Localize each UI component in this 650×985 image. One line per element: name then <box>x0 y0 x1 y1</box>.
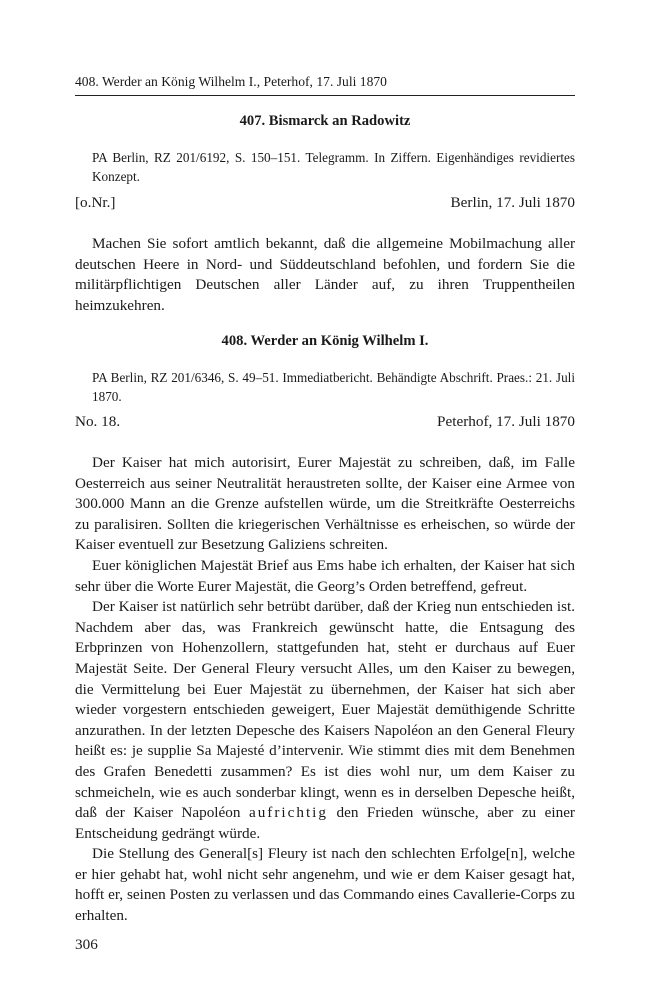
doc-408-place-date: Peterhof, 17. Juli 1870 <box>437 413 575 430</box>
doc-408-paragraph-1: Der Kaiser hat mich autorisirt, Eurer Majestät zu schreiben, daß, im Falle Oesterreich aus seiner Neutralität heraustreten sollte, der Kaiser eine Armee von 300.000 Mann an die Grenze aufstellen würde, um die Streitkräfte Oesterreichs zu paralisiren. Sollten die kriegerischen Verhältnisse es erheischen, so würde der Kaiser eventuell zur Besetzung Galiziens schreiten. <box>75 454 575 554</box>
doc-407-number: [o.Nr.] <box>75 194 116 211</box>
doc-407-paragraph: Machen Sie sofort amtlich bekannt, daß die allgemeine Mobilmachung aller deutschen Heere in Nord- und Süddeutschland befohlen, und fordern Sie die militärpflichtigen Deutschen aller Länder auf, zu ihren Truppentheilen heimzukehren. <box>75 235 575 314</box>
doc-408-title: 408. Werder an König Wilhelm I. <box>221 333 429 349</box>
doc-408-paragraph-4: Die Stellung des General[s] Fleury ist nach den schlechten Erfolge[n], welche er hier gehabt hat, wohl nicht sehr angenehm, und wie er dem Kaiser gesagt hat, hofft er, seinen Posten zu verlassen und das Commando eines Cavallerie-Corps zu erhalten. <box>75 845 575 925</box>
paragraph-3-text-b: den Frieden wünsche, aber zu einer Entscheidung gedrängt würde. <box>75 804 575 842</box>
doc-407-title: 407. Bismarck an Radowitz <box>239 113 411 129</box>
doc-407-body <box>75 234 575 316</box>
doc-407-place-date: Berlin, 17. Juli 1870 <box>450 194 575 211</box>
doc-408-body <box>75 453 575 927</box>
doc-408-number: No. 18. <box>75 413 121 430</box>
page-number: 306 <box>75 936 98 953</box>
paragraph-3-text-a: Der Kaiser ist natürlich sehr betrübt darüber, daß der Krieg nun entschieden ist. Nachdem aber das, was Frankreich gewünscht hatte, die Entsagung des Erbprinzen von Hohenzollern, stattgefunden hat, steht er durchaus auf Euer Majestät Seite. Der General Fleury versucht Alles, um den Kaiser zu bewegen, die Vermittelung bei Euer Majestät zu übernehmen, der Kaiser hat sich aber wieder vorgestern entschieden geweigert, Euer Majestät demüthigende Schritte anzurathen. In der letzten Depesche des Kaisers Napoléon an den General Fleury heißt es: je supplie Sa Majesté d’intervenir. Wie stimmt dies mit dem Benehmen des Grafen Benedetti zusammen? Es ist dies wohl nur, um dem Kaiser zu schmeicheln, wie es auch sonderbar klingt, wenn es in derselben Depesche heißt, daß der Kaiser Napoléon <box>75 598 575 822</box>
doc-407-source-note: PA Berlin, RZ 201/6192, S. 150–151. Telegramm. In Ziffern. Eigenhändiges revidiertes Konzept. <box>92 150 575 184</box>
emphasized-word: aufrichtig <box>248 804 328 822</box>
doc-408-paragraph-2: Euer königlichen Majestät Brief aus Ems habe ich erhalten, der Kaiser hat sich sehr über die Worte Eurer Majestät, die Georg’s Orden betreffend, gefreut. <box>75 556 575 595</box>
header-rule <box>75 95 575 96</box>
doc-408-source-note: PA Berlin, RZ 201/6346, S. 49–51. Immediatbericht. Behändigte Abschrift. Praes.: 21. Juli 1870. <box>92 370 575 404</box>
running-head: 408. Werder an König Wilhelm I., Peterhof, 17. Juli 1870 <box>75 74 387 89</box>
doc-408-paragraph-3 <box>75 597 575 844</box>
